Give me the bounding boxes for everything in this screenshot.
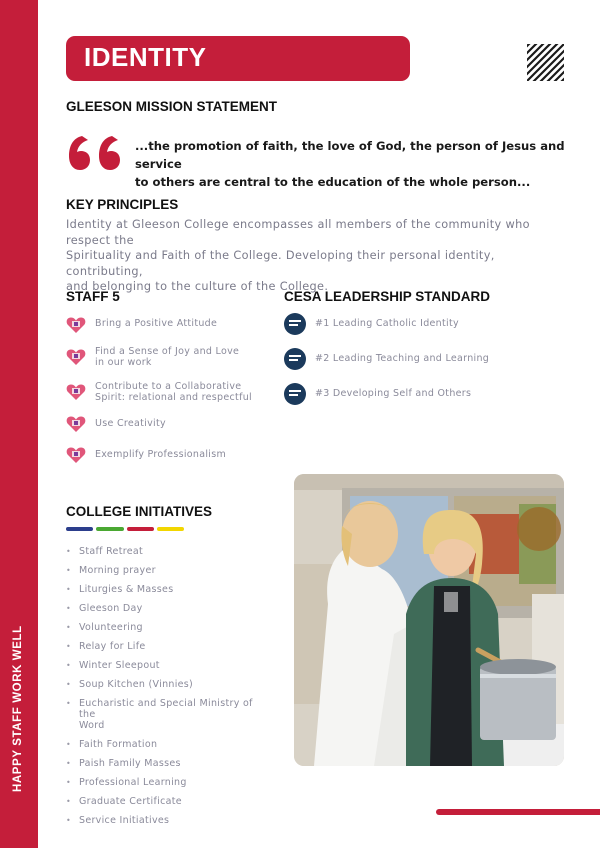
sidebar-slogan: HAPPY STAFF WORK WELL bbox=[12, 625, 24, 792]
list-item-continuation: Word bbox=[79, 720, 105, 731]
mission-heading: GLEESON MISSION STATEMENT bbox=[66, 99, 278, 114]
principles-line: Spirituality and Faith of the College. Developing their personal identity, contributing, bbox=[66, 249, 495, 278]
staff-label-line: Exemplify Professionalism bbox=[95, 449, 226, 460]
cesa-logo-icon bbox=[284, 313, 306, 335]
hatch-pattern-icon bbox=[527, 44, 564, 81]
list-item: • Relay for Life bbox=[66, 641, 266, 652]
list-item: • Faith Formation bbox=[66, 739, 266, 750]
cesa-item-label: #1 Leading Catholic Identity bbox=[315, 318, 459, 329]
cesa-logo-icon bbox=[284, 348, 306, 370]
staff-photo bbox=[294, 474, 564, 766]
list-item: • Soup Kitchen (Vinnies) bbox=[66, 679, 266, 690]
title-banner bbox=[66, 36, 410, 81]
cesa-logo-icon bbox=[284, 383, 306, 405]
staff-label-line: Contribute to a Collaborative bbox=[95, 381, 242, 392]
heart-icon bbox=[66, 446, 86, 464]
list-item: • Morning prayer bbox=[66, 565, 266, 576]
cesa-heading: CESA LEADERSHIP STANDARD bbox=[284, 289, 491, 304]
cesa-item-label: #2 Leading Teaching and Learning bbox=[315, 353, 490, 364]
staff-label-line: in our work bbox=[95, 357, 152, 368]
staff-heading: STAFF 5 bbox=[66, 289, 120, 304]
principles-heading: KEY PRINCIPLES bbox=[66, 197, 179, 212]
principles-line: and belonging to the culture of the College. bbox=[66, 280, 329, 293]
staff-label-line: Spirit: relational and respectful bbox=[95, 392, 252, 403]
staff-label-line: Find a Sense of Joy and Love bbox=[95, 346, 240, 357]
sidebar-strip bbox=[0, 0, 38, 848]
color-bar bbox=[127, 527, 154, 531]
staff-item-label bbox=[95, 346, 270, 368]
staff-label-line: Use Creativity bbox=[95, 418, 166, 429]
list-item: • Paish Family Masses bbox=[66, 758, 266, 769]
initiatives-list bbox=[66, 546, 266, 834]
mission-quote-line: to others are central to the education of the whole person... bbox=[135, 175, 531, 189]
list-item: • Staff Retreat bbox=[66, 546, 266, 557]
heart-icon bbox=[66, 383, 86, 401]
heart-icon bbox=[66, 316, 86, 334]
list-item: • Eucharistic and Special Ministry of the bbox=[66, 698, 266, 720]
principles-paragraph bbox=[66, 217, 574, 295]
staff-label-line: Bring a Positive Attitude bbox=[95, 318, 218, 329]
list-item: • Volunteering bbox=[66, 622, 266, 633]
footer-accent-bar bbox=[436, 809, 600, 815]
color-bar bbox=[66, 527, 93, 531]
heart-icon bbox=[66, 415, 86, 433]
list-item: • Winter Sleepout bbox=[66, 660, 266, 671]
list-item: • Professional Learning bbox=[66, 777, 266, 788]
initiatives-heading: COLLEGE INITIATIVES bbox=[66, 504, 213, 519]
cesa-item-label: #3 Developing Self and Others bbox=[315, 388, 472, 399]
color-bar-strip bbox=[66, 527, 184, 531]
staff-item-label bbox=[95, 449, 270, 460]
color-bar bbox=[96, 527, 123, 531]
heart-icon bbox=[66, 348, 86, 366]
list-item: • Graduate Certificate bbox=[66, 796, 266, 807]
mission-quote-line: ...the promotion of faith, the love of God, the person of Jesus and service bbox=[135, 139, 565, 171]
staff-item-label bbox=[95, 381, 270, 403]
principles-line: Identity at Gleeson College encompasses all members of the community who respect the bbox=[66, 218, 530, 247]
staff-item-label bbox=[95, 418, 270, 429]
staff-photo-illustration bbox=[294, 474, 564, 766]
page-title: IDENTITY bbox=[84, 42, 207, 72]
staff-item-label bbox=[95, 318, 270, 329]
mission-quote bbox=[135, 137, 575, 191]
list-item: • Liturgies & Masses bbox=[66, 584, 266, 595]
color-bar bbox=[157, 527, 184, 531]
list-item: • Gleeson Day bbox=[66, 603, 266, 614]
quote-mark-icon bbox=[68, 134, 128, 180]
list-item: • Service Initiatives bbox=[66, 815, 266, 826]
